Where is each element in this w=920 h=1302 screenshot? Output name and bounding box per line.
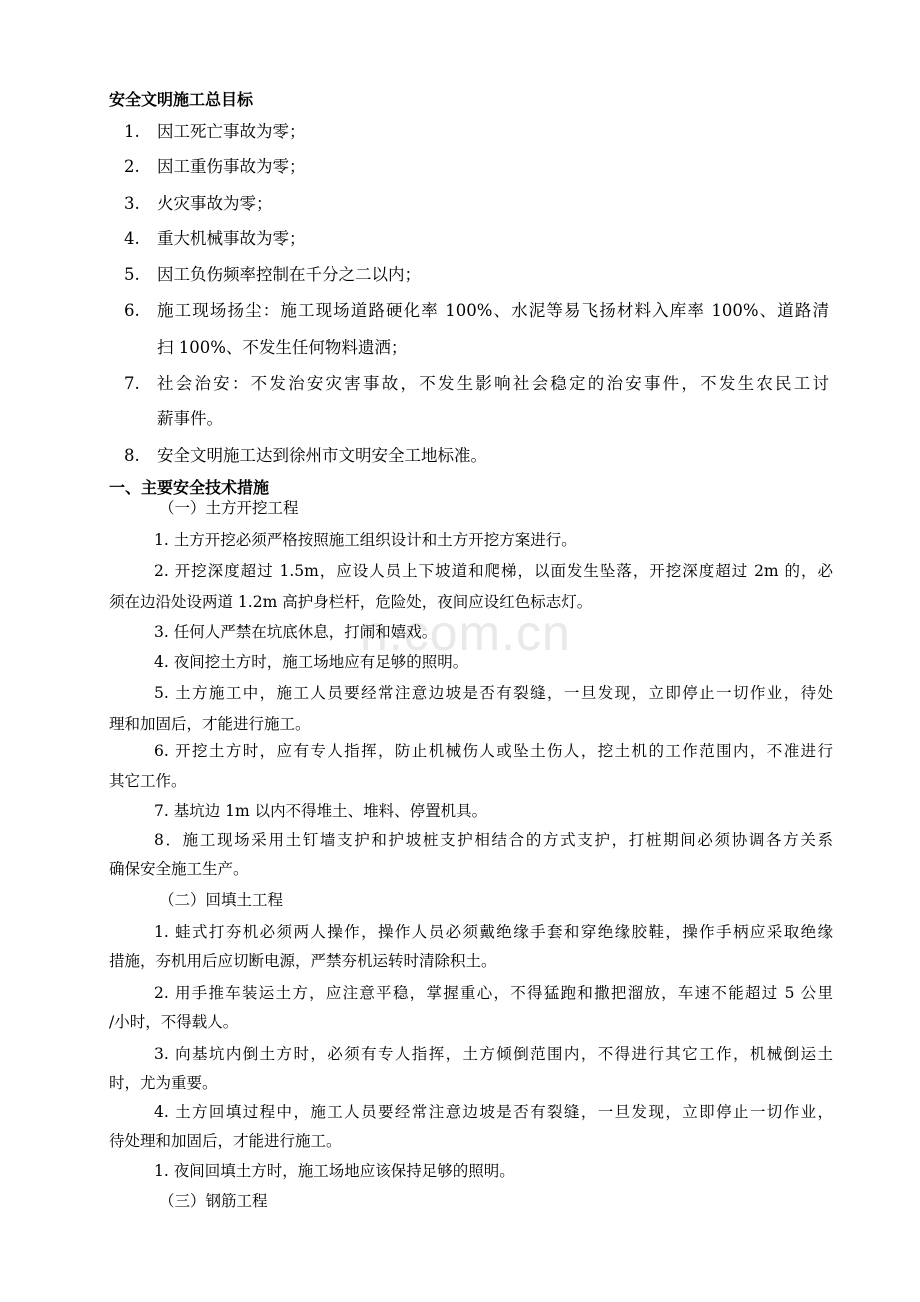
subsection-title: （三）钢筋工程 <box>159 1192 268 1210</box>
goal-text: 因工死亡事故为零； <box>157 122 306 141</box>
goal-text: 社会治安：不发治安灾害事故，不发生影响社会稳定的治安事件，不发生农民工讨 <box>157 374 829 393</box>
goal-text: 因工重伤事故为零； <box>157 157 306 176</box>
paragraph-line: /小时，不得载人。 <box>109 1013 239 1031</box>
goal-number: 8. <box>124 446 140 465</box>
paragraph-line: 确保安全施工生产。 <box>109 860 249 878</box>
goal-text: 火灾事故为零； <box>157 194 273 213</box>
goal-number: 2. <box>124 157 140 176</box>
goal-text: 薪事件。 <box>157 409 223 428</box>
paragraph-line: 4. 土方回填过程中，施工人员要经常注意边坡是否有裂缝，一旦发现，立即停止一切作业， <box>154 1103 833 1121</box>
paragraph-line: 8．施工现场采用土钉墙支护和护坡桩支护相结合的方式支护，打桩期间必须协调各方关系 <box>154 831 833 849</box>
watermark: n.com.cn <box>360 605 571 661</box>
goal-text: 重大机械事故为零； <box>157 229 306 248</box>
paragraph-line: 时，尤为重要。 <box>109 1074 218 1092</box>
goal-number: 3. <box>124 194 140 213</box>
goal-text: 因工负伤频率控制在千分之二以内； <box>157 265 421 284</box>
subsection-title: （一）土方开挖工程 <box>159 499 299 517</box>
goal-text: 施工现场扬尘：施工现场道路硬化率 100%、水泥等易飞扬材料入库率 100%、道路清 <box>157 301 829 320</box>
paragraph-line: 3. 任何人严禁在坑底休息，打闹和嬉戏。 <box>154 623 438 641</box>
goal-number: 1. <box>124 122 140 141</box>
subsection-title: （二）回填土工程 <box>159 891 284 909</box>
goal-text: 安全文明施工达到徐州市文明安全工地标准。 <box>157 446 487 465</box>
goal-number: 6. <box>124 301 140 320</box>
paragraph-line: 7. 基坑边 1m 以内不得堆土、堆料、停置机具。 <box>154 802 488 820</box>
paragraph-line: 4. 夜间挖土方时，施工场地应有足够的照明。 <box>154 653 469 671</box>
paragraph-line: 待处理和加固后，才能进行施工。 <box>109 1132 342 1150</box>
paragraph-line: 1. 蛙式打夯机必须两人操作，操作人员必须戴绝缘手套和穿绝缘胶鞋，操作手柄应采取绝缘 <box>154 923 833 941</box>
paragraph-line: 须在边沿处设两道 1.2m 高护身栏杆，危险处，夜间应设红色标志灯。 <box>109 593 593 611</box>
paragraph-line: 其它工作。 <box>109 772 187 790</box>
goal-number: 4. <box>124 229 140 248</box>
goal-text: 扫 100%、不发生任何物料遗洒； <box>157 338 408 357</box>
paragraph-line: 理和加固后，才能进行施工。 <box>109 715 311 733</box>
document-title: 安全文明施工总目标 <box>109 90 254 109</box>
paragraph-line: 1. 土方开挖必须严格按照施工组织设计和土方开挖方案进行。 <box>154 531 577 549</box>
goal-number: 7. <box>124 374 140 393</box>
section-heading: 一、主要安全技术措施 <box>109 478 270 497</box>
paragraph-line: 2. 开挖深度超过 1.5m，应设人员上下坡道和爬梯，以面发生坠落，开挖深度超过 2m 的，必 <box>154 562 833 580</box>
paragraph-line: 1. 夜间回填土方时，施工场地应该保持足够的照明。 <box>154 1162 515 1180</box>
paragraph-line: 6. 开挖土方时，应有专人指挥，防止机械伤人或坠土伤人，挖土机的工作范围内，不准进行 <box>154 742 833 760</box>
paragraph-line: 5. 土方施工中，施工人员要经常注意边坡是否有裂缝，一旦发现，立即停止一切作业，待处 <box>154 684 833 702</box>
paragraph-line: 措施，夯机用后应切断电源，严禁夯机运转时清除积土。 <box>109 952 497 970</box>
paragraph-line: 3. 向基坑内倒土方时，必须有专人指挥，土方倾倒范围内，不得进行其它工作，机械倒运土 <box>154 1045 833 1063</box>
paragraph-line: 2. 用手推车装运土方，应注意平稳，掌握重心，不得猛跑和撒把溜放，车速不能超过 5 公里 <box>154 984 833 1002</box>
goal-number: 5. <box>124 265 140 284</box>
